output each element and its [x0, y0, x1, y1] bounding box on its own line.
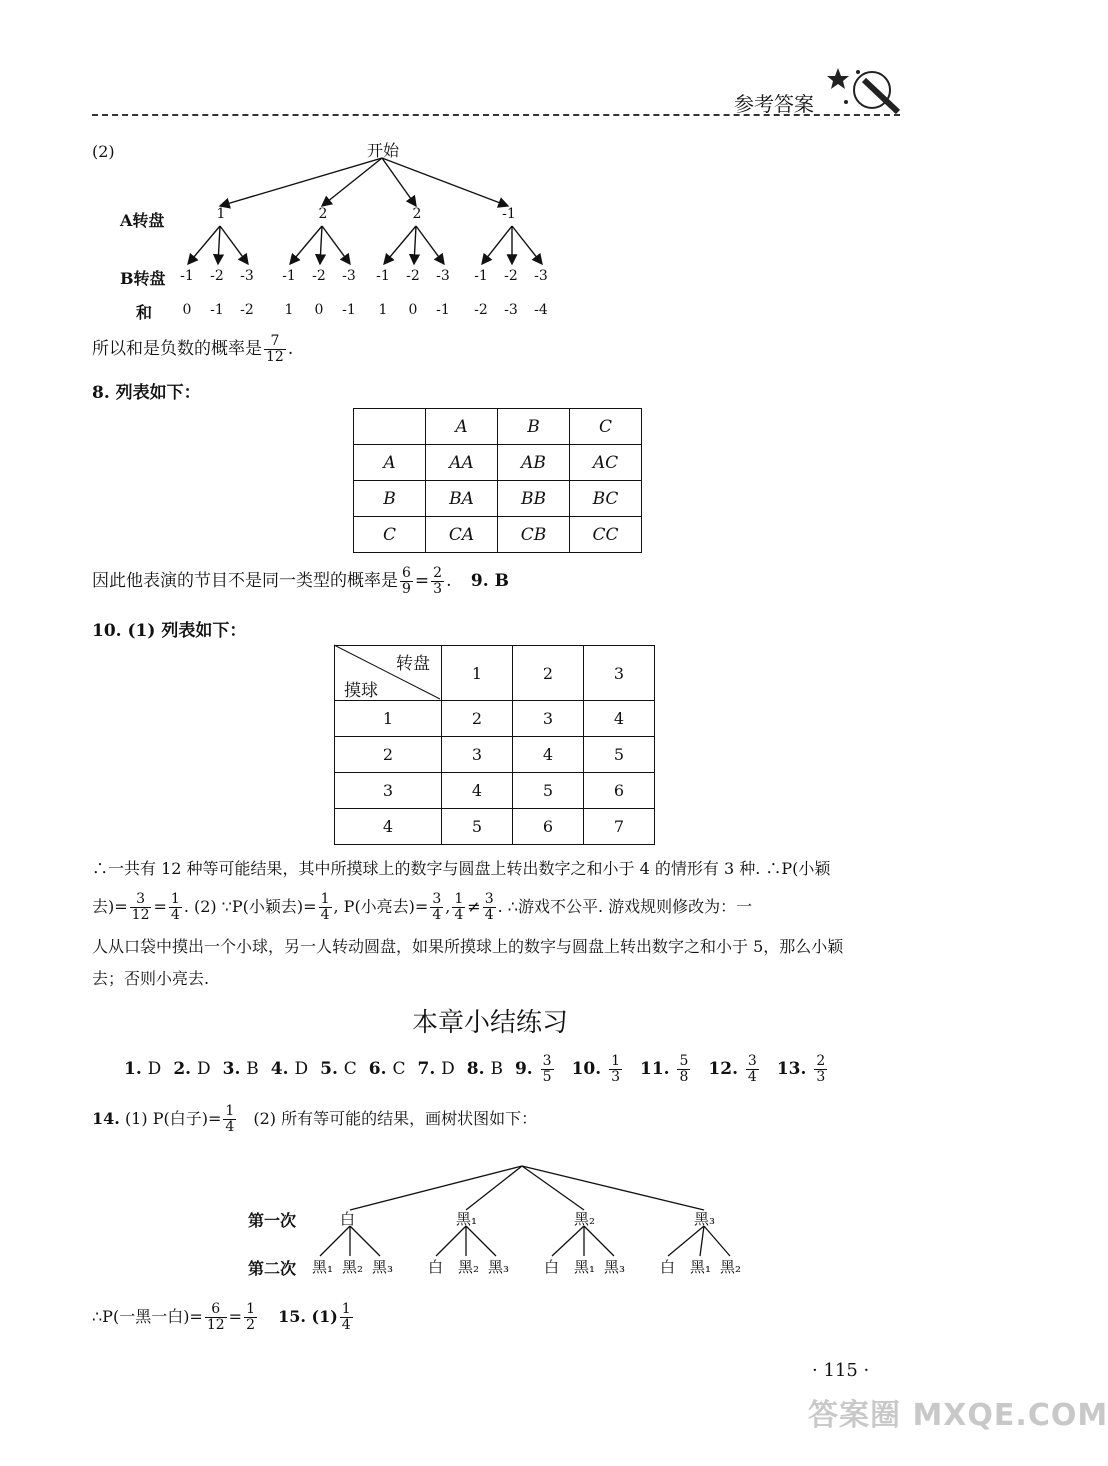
denominator: 4 [432, 907, 442, 923]
header-title: 参考答案 [734, 92, 814, 116]
first-draw-value: 白 [340, 1210, 356, 1228]
table-cell: CC [570, 517, 642, 553]
second-draw-value: 黑₃ [488, 1258, 510, 1276]
table-corner [335, 646, 442, 701]
first-draw-value: 黑₃ [694, 1210, 716, 1228]
denominator: 8 [679, 1069, 689, 1085]
fraction [541, 1054, 554, 1085]
conclusion-text: 因此他表演的节目不是同一类型的概率是 [92, 571, 398, 591]
fraction [130, 892, 152, 923]
table-cell: B [354, 481, 426, 517]
answer-item [124, 1059, 161, 1079]
answer-item [173, 1059, 210, 1079]
answer-value: B [246, 1059, 259, 1079]
numerator: 3 [747, 1053, 757, 1069]
numerator: 1 [454, 891, 464, 907]
answer-value: C [343, 1059, 357, 1079]
first-draw-value: 黑₂ [574, 1210, 596, 1228]
table-cell: A [426, 409, 498, 445]
table-cell: 2 [442, 701, 513, 737]
denominator: 3 [433, 581, 443, 597]
denominator: 4 [747, 1069, 757, 1085]
fraction [677, 1054, 690, 1085]
denominator: 4 [341, 1317, 351, 1333]
table-cell: 3 [513, 701, 584, 737]
label-b-spinner: B转盘 [120, 269, 166, 288]
second-draw-value: 黑₂ [458, 1258, 480, 1276]
sum-value: -2 [474, 302, 488, 318]
answer-value: C [392, 1059, 406, 1079]
sum-value: 1 [284, 302, 294, 318]
table-cell: 4 [335, 809, 442, 845]
first-draw-value: 黑₁ [456, 1210, 478, 1228]
equals: = [228, 1307, 243, 1326]
answer-item [320, 1059, 357, 1079]
text: (2) 所有等可能的结果，画树状图如下： [253, 1109, 538, 1128]
q8-conclusion [92, 566, 509, 597]
answer-number: 1. [124, 1059, 148, 1079]
b-value: -2 [406, 268, 420, 284]
table-cell: 6 [584, 773, 655, 809]
numerator: 1 [170, 891, 180, 907]
table-cell: 5 [442, 809, 513, 845]
table-cell: 3 [335, 773, 442, 809]
sum-value: -3 [504, 302, 518, 318]
page-number: · 115 · [812, 1360, 870, 1381]
answer-item [467, 1059, 503, 1079]
fraction [746, 1054, 759, 1085]
text: , [445, 897, 451, 916]
numerator: 3 [432, 891, 442, 907]
second-draw-value: 白 [544, 1258, 560, 1276]
tree1-conclusion [92, 334, 293, 365]
label-first-draw: 第一次 [248, 1211, 297, 1230]
denominator: 5 [542, 1069, 552, 1085]
fraction [431, 566, 444, 597]
second-draw-value: 黑₃ [372, 1258, 394, 1276]
table-cell: 1 [335, 701, 442, 737]
b-value: -3 [436, 268, 450, 284]
sum-value: 0 [182, 302, 192, 318]
answer-item [708, 1053, 760, 1085]
numerator: 2 [816, 1053, 826, 1069]
table-cell: BC [570, 481, 642, 517]
sum-value: -1 [210, 302, 224, 318]
denominator: 12 [206, 1317, 225, 1333]
table-cell: A [354, 445, 426, 481]
table-cell: BB [498, 481, 570, 517]
table-row [335, 773, 655, 809]
answer-item [369, 1059, 406, 1079]
a-value: 1 [216, 206, 226, 222]
fraction [814, 1054, 827, 1085]
sum-value: -4 [534, 302, 548, 318]
answer-number: 3. [222, 1059, 247, 1079]
answer-number: 6. [368, 1059, 393, 1079]
fraction [609, 1054, 622, 1085]
b-value: -1 [282, 268, 296, 284]
mc-answer-list [124, 1059, 515, 1079]
answer-item [776, 1053, 829, 1085]
table-cell: 5 [513, 773, 584, 809]
label-a-spinner: A转盘 [120, 211, 165, 230]
table-row [354, 481, 642, 517]
table-row [335, 809, 655, 845]
q14-conclusion [92, 1302, 355, 1333]
equals: = [414, 571, 430, 591]
table-row [354, 409, 642, 445]
q10-line4: 去；否则小亮去. [92, 969, 210, 988]
fraction-answer-list [514, 1053, 845, 1085]
b-value: -3 [534, 268, 548, 284]
b-value: -1 [180, 268, 194, 284]
b-value: -2 [504, 268, 518, 284]
period: . [446, 571, 452, 591]
part-label: (2) [92, 142, 115, 161]
period: . [287, 339, 294, 359]
second-draw-value: 黑₁ [312, 1258, 334, 1276]
answer-value: B [490, 1059, 503, 1079]
b-value: -1 [474, 268, 488, 284]
numerator: 3 [542, 1053, 552, 1069]
section-title: 本章小结练习 [412, 1008, 569, 1038]
conclusion-text: 所以和是负数的概率是 [92, 339, 262, 359]
second-draw-value: 黑₁ [574, 1258, 596, 1276]
text: , P(小亮去)= [333, 897, 429, 916]
question-number: 14. [92, 1109, 120, 1128]
text: (1) P(白子)= [124, 1109, 222, 1128]
table-cell: AA [426, 445, 498, 481]
table-cell: 5 [584, 737, 655, 773]
summary-answers [124, 1054, 845, 1085]
fraction [483, 892, 496, 923]
numerator: 6 [205, 1302, 227, 1318]
fraction [400, 566, 413, 597]
table-row [335, 737, 655, 773]
answer-number: 13. [776, 1059, 813, 1079]
fraction [264, 334, 286, 365]
q10-intro: 10. (1) 列表如下： [92, 621, 247, 641]
denominator: 4 [225, 1119, 235, 1135]
numerator: 1 [225, 1103, 235, 1119]
b-value: -1 [376, 268, 390, 284]
answer-value: D [147, 1059, 162, 1079]
fraction [430, 892, 443, 923]
a-value: -1 [502, 206, 516, 222]
second-draw-value: 白 [660, 1258, 676, 1276]
second-draw-value: 黑₃ [604, 1258, 626, 1276]
table-cell: 6 [513, 809, 584, 845]
table-cell: CB [498, 517, 570, 553]
table-row [354, 445, 642, 481]
answer-item [271, 1059, 308, 1079]
denominator: 12 [131, 907, 150, 923]
numerator: 6 [402, 565, 411, 581]
table-cell: 7 [584, 809, 655, 845]
a-value: 2 [318, 206, 328, 222]
answer-number: 4. [270, 1059, 295, 1079]
second-draw-value: 黑₁ [690, 1258, 712, 1276]
b-value: -3 [342, 268, 356, 284]
text: ∴P(一黑一白)= [92, 1307, 203, 1326]
sum-value: -1 [436, 302, 450, 318]
label-sum: 和 [136, 303, 153, 322]
q9-answer: 9. B [470, 571, 509, 591]
label-second-draw: 第二次 [248, 1259, 297, 1278]
table-cell: 4 [442, 773, 513, 809]
second-draw-value: 黑₂ [720, 1258, 742, 1276]
table-cell: B [498, 409, 570, 445]
table-row [335, 646, 655, 701]
table-cell: 4 [513, 737, 584, 773]
numerator: 1 [341, 1301, 351, 1317]
fraction [205, 1302, 227, 1333]
q8-intro: 8. 列表如下： [92, 383, 201, 403]
numerator: 1 [246, 1301, 255, 1317]
fraction [452, 892, 465, 923]
q10-line2 [92, 892, 752, 923]
second-draw-value: 黑₂ [342, 1258, 364, 1276]
fraction [319, 892, 332, 923]
denominator: 4 [484, 907, 494, 923]
answer-item [417, 1059, 454, 1079]
table-cell [354, 409, 426, 445]
table-cell: 3 [442, 737, 513, 773]
fraction [244, 1302, 257, 1333]
fraction [223, 1104, 236, 1135]
tree-root: 开始 [367, 141, 400, 160]
table-row [354, 517, 642, 553]
denominator: 9 [402, 581, 411, 597]
denominator: 4 [170, 907, 180, 923]
table-cell: AB [498, 445, 570, 481]
sum-value: 1 [378, 302, 388, 318]
answer-number: 7. [417, 1059, 442, 1079]
answer-number: 9. [514, 1059, 539, 1079]
denominator: 4 [454, 907, 464, 923]
q15-label: 15. (1) [278, 1307, 338, 1326]
numerator: 2 [433, 565, 443, 581]
answer-value: D [441, 1059, 455, 1079]
denominator: 3 [816, 1069, 826, 1085]
table-cell: C [570, 409, 642, 445]
table-cell: 2 [335, 737, 442, 773]
answer-item [571, 1053, 624, 1085]
answer-value: D [294, 1059, 309, 1079]
equals: = [153, 897, 167, 916]
table-cell: BA [426, 481, 498, 517]
numerator: 1 [611, 1053, 620, 1069]
answer-number: 12. [708, 1059, 744, 1079]
answer-item [514, 1053, 556, 1085]
table-cell: C [354, 517, 426, 553]
table-cell: 3 [584, 646, 655, 701]
sum-value: -2 [240, 302, 254, 318]
table-cell: 4 [584, 701, 655, 737]
table-cell: AC [570, 445, 642, 481]
numerator: 1 [320, 891, 330, 907]
table-cell: 1 [442, 646, 513, 701]
corner-bottom-label: 摸球 [344, 681, 378, 701]
numerator: 3 [484, 891, 494, 907]
denominator: 2 [246, 1317, 255, 1333]
answer-number: 10. [571, 1059, 608, 1079]
fraction [340, 1302, 353, 1333]
answer-value: D [196, 1059, 211, 1079]
text: 去)= [92, 897, 128, 916]
q8-table [353, 408, 642, 553]
q14-line [92, 1104, 537, 1135]
fraction [169, 892, 182, 923]
answer-number: 8. [466, 1059, 491, 1079]
text: . (2) ∵P(小颖去)= [183, 897, 317, 916]
numerator: 7 [264, 334, 286, 350]
answer-number: 11. [639, 1059, 676, 1079]
table-cell: 2 [513, 646, 584, 701]
answer-item [639, 1053, 692, 1085]
q10-table [334, 645, 655, 845]
b-value: -2 [210, 268, 224, 284]
numerator: 5 [679, 1053, 689, 1069]
sum-value: 0 [408, 302, 418, 318]
watermark: 答案圈 MXQE.COM [808, 1398, 1108, 1433]
table-row [335, 701, 655, 737]
sum-value: 0 [314, 302, 324, 318]
q10-line1: ∴一共有 12 种等可能结果，其中所摸球上的数字与圆盘上转出数字之和小于 4 的情形有 3 种. ∴P(小颖 [92, 859, 831, 878]
q10-line3: 人从口袋中摸出一个小球，另一人转动圆盘，如果所摸球上的数字与圆盘上转出数字之和小于 5，那么小颖 [92, 937, 844, 956]
denominator: 12 [266, 349, 284, 365]
not-equal: ≠ [467, 897, 481, 916]
sum-value: -1 [342, 302, 356, 318]
answer-item [223, 1059, 259, 1079]
b-value: -2 [312, 268, 326, 284]
a-value: 2 [412, 206, 422, 222]
answer-number: 2. [173, 1059, 197, 1079]
corner-top-label: 转盘 [396, 654, 430, 674]
denominator: 4 [320, 907, 330, 923]
numerator: 3 [130, 892, 152, 908]
second-draw-value: 白 [428, 1258, 444, 1276]
answer-number: 5. [320, 1059, 344, 1079]
text: . ∴游戏不公平. 游戏规则修改为：一 [497, 897, 753, 916]
denominator: 3 [611, 1069, 620, 1085]
b-value: -3 [240, 268, 254, 284]
table-cell: CA [426, 517, 498, 553]
